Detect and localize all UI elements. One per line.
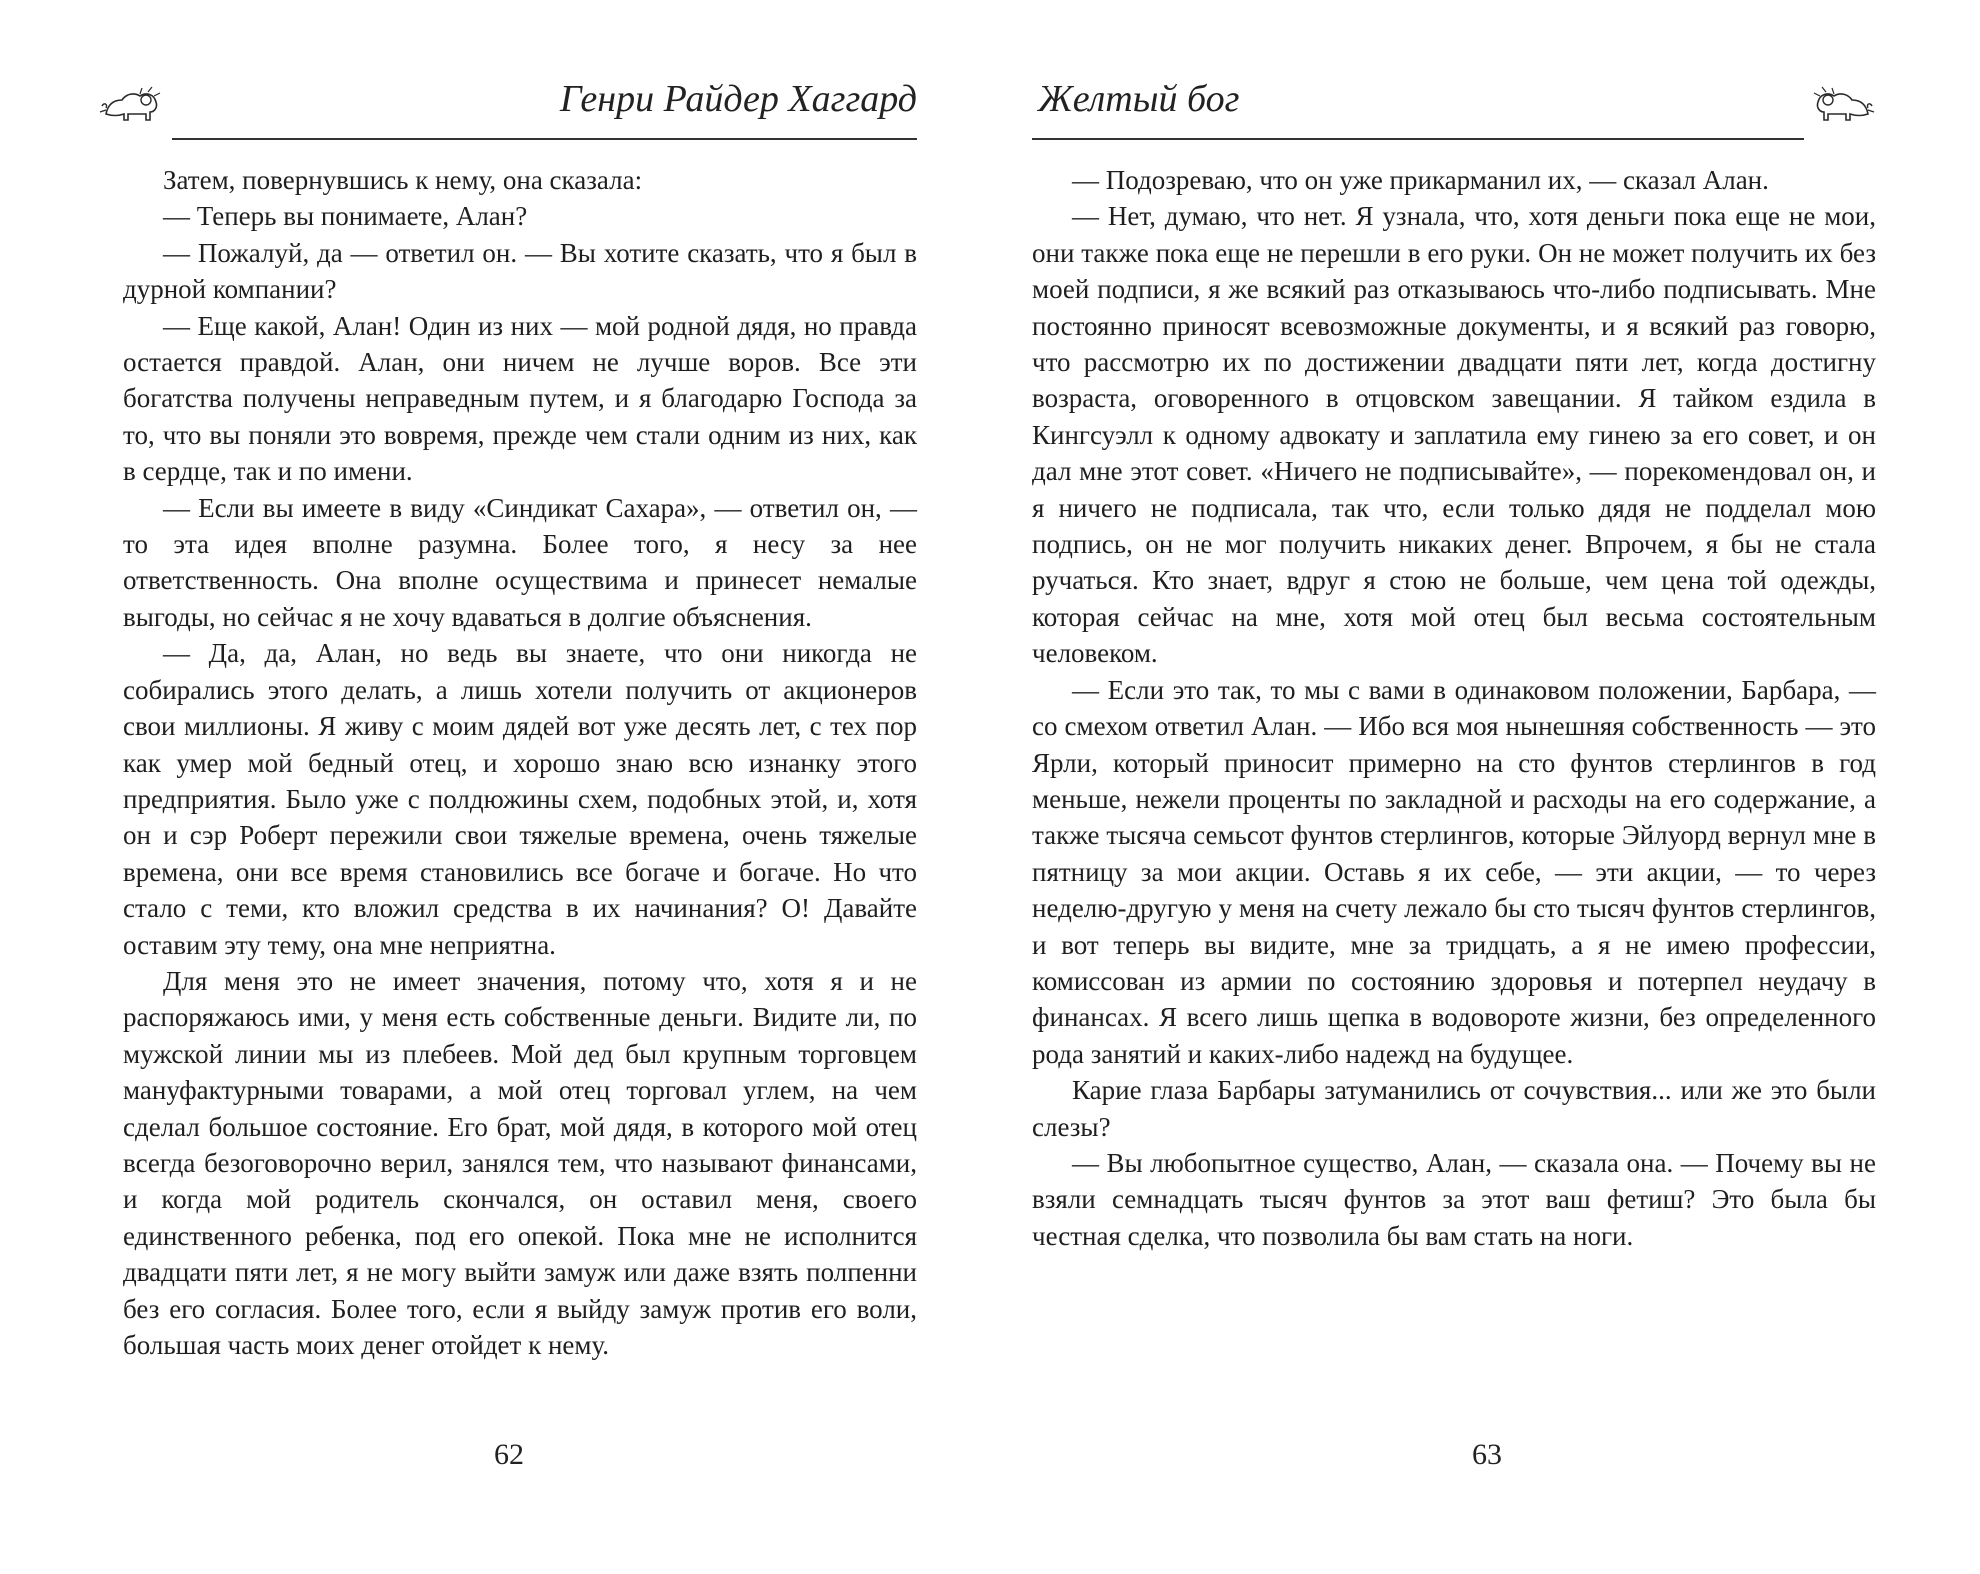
right-text-block: [1032, 162, 1876, 1254]
running-head-title: Желтый бог: [1038, 78, 1240, 120]
paragraph: — Вы любопытное существо, Алан, — сказала она. — Почему вы не взяли семнадцать тысяч фунтов за этот ваш фетиш? Это была бы честная сделка, что позволила бы вам стать на ноги.: [1032, 1147, 1876, 1251]
paragraph: Затем, повернувшись к нему, она сказала:: [163, 165, 643, 195]
paragraph: — Пожалуй, да — ответил он. — Вы хотите сказать, что я был в дурной компании?: [123, 237, 917, 305]
header-rule: [1032, 138, 1804, 140]
paragraph: Карие глаза Барбары затуманились от сочувствия... или же это были слезы?: [1032, 1075, 1876, 1142]
lion-ornament-icon: [98, 84, 164, 124]
paragraph: — Теперь вы понимаете, Алан?: [163, 201, 528, 232]
page-number: 63: [1472, 1438, 1502, 1471]
lion-ornament-icon: [1810, 84, 1876, 124]
left-text-block: [123, 162, 917, 1363]
paragraph: Для меня это не имеет значения, потому что, хотя я и не распоряжаюсь ими, у меня есть собственные деньги. Видите ли, по мужской линии мы из плебеев. Мой дед был крупным торговцем мануфактурными товарами, а мой отец торговал углем, на чем сделал большое состояние. Его брат, мой дядя, в которого мой отец всегда безоговорочно верил, занялся тем, что называют финансами, и когда мой родитель скончался, он оставил меня, своего единственного ребенка, под его опекой. Пока мне не исполнится двадцати пяти лет, я не могу выйти замуж или даже взять полпенни без его согласия. Более того, если я выйду замуж против его воли, большая часть моих денег отойдет к нему.: [123, 965, 917, 1360]
paragraph: — Да, да, Алан, но ведь вы знаете, что они никогда не собирались этого делать, а лишь хотели получить от акционеров свои миллионы. Я живу с моим дядей вот уже десять лет, с тех пор как умер мой бедный отец, и хорошо знаю всю изнанку этого предприятия. Было уже с полдюжины схем, подобных этой, и, хотя он и сэр Роберт пережили свои тяжелые времена, очень тяжелые времена, они все время становились все богаче и богаче. Но что стало с теми, кто вложил средства в их начинания? О! Давайте оставим эту тему, она мне неприятна.: [123, 638, 917, 960]
paragraph: — Подозреваю, что он уже прикарманил их, — сказал Алан.: [1072, 165, 1769, 195]
paragraph: — Еще какой, Алан! Один из них — мой родной дядя, но правда остается правдой. Алан, они ничем не лучше воров. Все эти богатства получены неправедным путем, и я благодарю Господа за то, что вы поняли это вовремя, прежде чем стали одним из них, как в сердце, так и по имени.: [123, 310, 917, 487]
paragraph: — Если это так, то мы с вами в одинаковом положении, Барбара, — со смехом ответил Алан. — Ибо вся моя нынешняя собственность — это Ярли, который приносит примерно на сто фунтов стерлингов в год меньше, нежели проценты по закладной и расходы на его содержание, а также тысяча семьсот фунтов стерлингов, которые Эйлуорд вернул мне в пятницу за мои акции. Оставь я их себе, — эти акции, — то через неделю-другую у меня на счету лежало бы сто тысяч фунтов стерлингов, и вот теперь вы видите, мне за тридцать, а я не имею профессии, комиссован из армии по состоянию здоровья и потерпел неудачу в финансах. Я всего лишь щепка в водовороте жизни, без определенного рода занятий и каких-либо надежд на будущее.: [1032, 674, 1876, 1069]
header-rule: [172, 138, 917, 140]
running-head-author: Генри Райдер Хаггард: [559, 78, 917, 120]
right-page: [990, 0, 1980, 1574]
paragraph: — Если вы имеете в виду «Синдикат Сахара», — ответил он, — то эта идея вполне разумна. Более того, я несу за нее ответственность. Она вполне осуществима и принесет немалые выгоды, но сейчас я не хочу вдаваться в долгие объяснения.: [123, 492, 917, 632]
paragraph: — Нет, думаю, что нет. Я узнала, что, хотя деньги пока еще не мои, они также пока еще не перешли в его руки. Он не может получить их без моей подписи, я же всякий раз отказываюсь что-либо подписывать. Мне постоянно приносят всевозможные документы, и я всякий раз говорю, что рассмотрю их по достижении двадцати пяти лет, когда достигну возраста, оговоренного в отцовском завещании. Я тайком ездила в Кингсуэлл к одному адвокату и заплатила ему гинею за его совет, и он дал мне этот совет. «Ничего не подписывайте», — порекомендовал он, и я ничего не подписала, так что, если только дядя не подделал мою подпись, он не мог получить никаких денег. Впрочем, я бы не стала ручаться. Кто знает, вдруг я стою не больше, чем цена той одежды, которая сейчас на мне, хотя мой отец был весьма состоятельным человеком.: [1032, 201, 1876, 669]
page-number: 62: [494, 1438, 524, 1471]
